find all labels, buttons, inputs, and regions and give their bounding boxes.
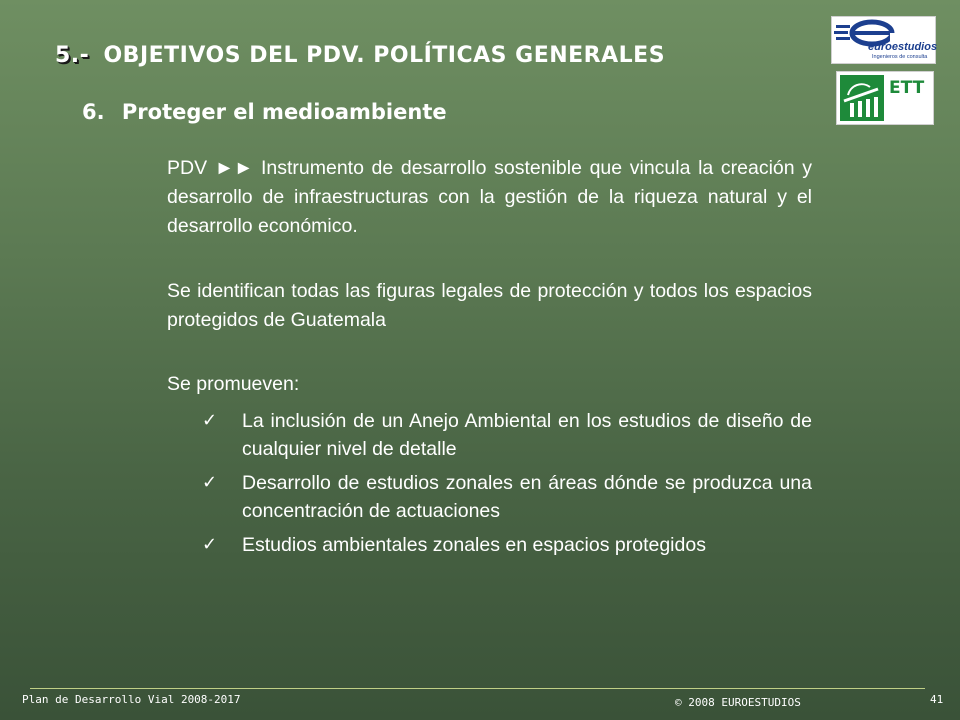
ett-logo	[836, 71, 934, 125]
list-item	[200, 469, 812, 525]
euroestudios-logo	[831, 16, 936, 64]
footer-copyright: © 2008 EUROESTUDIOS	[675, 696, 801, 709]
ett-emblem-icon	[840, 75, 884, 121]
promote-list	[200, 407, 812, 565]
euroestudios-logo-text: euroestudios	[868, 41, 938, 53]
page-title	[55, 43, 665, 68]
list-item-text: La inclusión de un Anejo Ambiental en los estudios de diseño de cualquier nivel de detalle	[242, 410, 812, 460]
ett-logo-text: ETT	[889, 78, 925, 98]
footer-document-title: Plan de Desarrollo Vial 2008-2017	[22, 693, 241, 706]
paragraph-promote-intro: Se promueven:	[167, 373, 300, 395]
page-subtitle	[82, 100, 447, 124]
list-item-text: Estudios ambientales zonales en espacios protegidos	[242, 534, 706, 556]
paragraph-protected-areas: Se identifican todas las figuras legales de protección y todos los espacios protegidos de Guatemala	[167, 280, 812, 331]
section-title: OBJETIVOS DEL PDV. POLÍTICAS GENERALES	[103, 43, 666, 68]
subsection-title: Proteger el medioambiente	[121, 100, 447, 124]
list-item	[200, 531, 812, 559]
euroestudios-logo-tagline: Ingenieros de consulta	[872, 54, 928, 60]
list-item-text: Desarrollo de estudios zonales en áreas dónde se produzca una concentración de actuaciones	[242, 472, 812, 522]
check-icon: ✓	[202, 410, 218, 431]
check-icon: ✓	[202, 472, 218, 493]
list-item	[200, 407, 812, 463]
paragraph-pdv-definition: PDV ►► Instrumento de desarrollo sostenible que vincula la creación y desarrollo de infraestructuras con la gestión de la riqueza natural y el desarrollo económico.	[167, 157, 812, 237]
section-number: 5.-	[55, 43, 90, 68]
footer-divider	[30, 688, 925, 689]
subsection-number: 6.	[82, 100, 105, 124]
check-icon: ✓	[202, 534, 218, 555]
page-number: 41	[930, 693, 944, 706]
